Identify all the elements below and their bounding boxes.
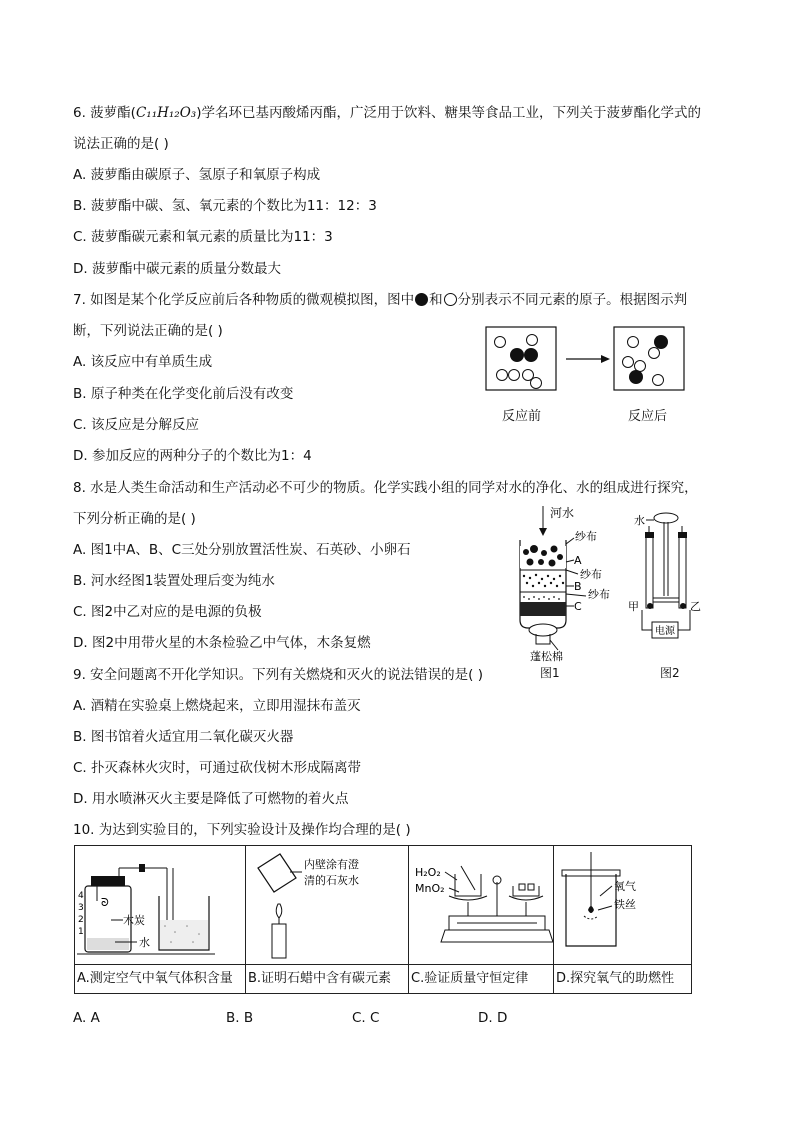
fig1-c-label: C bbox=[574, 600, 582, 613]
fig1-a-label: A bbox=[574, 554, 582, 567]
q9-option-d: D. 用水喷淋灭火主要是降低了可燃物的着火点 bbox=[73, 791, 349, 807]
q10-d-oxygen-label: 氧气 bbox=[614, 880, 636, 893]
q10-a-spoon-icon: ᘐ bbox=[101, 896, 109, 909]
q6-formula: C₁₁H₁₂O₃ bbox=[135, 105, 197, 121]
fig1-cotton-label: 蓬松棉 bbox=[530, 650, 563, 662]
q7-stem-line2: 断，下列说法正确的是( ) bbox=[73, 323, 223, 339]
q8-option-b: B. 河水经图1装置处理后变为纯水 bbox=[73, 573, 275, 589]
q10-answer-b: B. B bbox=[226, 1010, 254, 1026]
q10-c-figure bbox=[409, 846, 553, 964]
q9-stem: 9. 安全问题离不开化学知识。下列有关燃烧和灭火的说法错误的是( ) bbox=[73, 667, 483, 683]
q10-c-mno2-label: MnO₂ bbox=[415, 882, 445, 895]
q10-stem: 10. 为达到实验目的，下列实验设计及操作均合理的是( ) bbox=[73, 822, 411, 838]
q6-stem-a: 6. 菠萝酯( bbox=[73, 105, 136, 121]
q10-b-text2: 清的石灰水 bbox=[304, 874, 359, 887]
fig2-power-label: 电源 bbox=[655, 626, 675, 637]
q10-a-mark-3: 3 bbox=[78, 903, 84, 913]
q10-label-d: D.探究氧气的助燃性 bbox=[554, 964, 691, 993]
q7-stem-a: 7. 如图是某个化学反应前后各种物质的微观模拟图，图中 bbox=[73, 292, 415, 308]
q10-a-mark-2: 2 bbox=[78, 915, 84, 925]
q7-stem-c: 分别表示不同元素的原子。根据图示判 bbox=[457, 292, 688, 308]
q6-option-b: B. 菠萝酯中碳、氢、氧元素的个数比为11：12：3 bbox=[73, 198, 377, 214]
q10-label-a: A.测定空气中氧气体积含量 bbox=[75, 964, 245, 993]
q7-caption-before: 反应前 bbox=[502, 409, 542, 424]
q7-option-a: A. 该反应中有单质生成 bbox=[73, 354, 213, 370]
q6-option-d: D. 菠萝酯中碳元素的质量分数最大 bbox=[73, 261, 281, 277]
q10-answer-c: C. C bbox=[352, 1010, 380, 1026]
q8-option-c: C. 图2中乙对应的是电源的负极 bbox=[73, 604, 262, 620]
q10-a-mark-4: 4 bbox=[78, 891, 84, 901]
q9-option-c: C. 扑灭森林火灾时，可通过砍伐树木形成隔离带 bbox=[73, 760, 362, 776]
black-atom-icon bbox=[415, 293, 428, 306]
q6-option-c: C. 菠萝酯碳元素和氧元素的质量比为11：3 bbox=[73, 229, 333, 245]
q8-option-a: A. 图1中A、B、C三处分别放置活性炭、石英砂、小卵石 bbox=[73, 542, 411, 558]
fig1-gauze1-label: 纱布 bbox=[575, 530, 597, 543]
q7-option-b: B. 原子种类在化学变化前后没有改变 bbox=[73, 386, 294, 402]
q8-stem-line1: 8. 水是人类生命活动和生产活动必不可少的物质。化学实践小组的同学对水的净化、水的组成进行探究， bbox=[73, 480, 698, 496]
fig1-gauze3-label: 纱布 bbox=[588, 588, 610, 601]
q7-option-c: C. 该反应是分解反应 bbox=[73, 417, 200, 433]
q10-cell-d bbox=[554, 846, 692, 994]
q8-figure1-filter bbox=[508, 502, 628, 662]
q6-option-a: A. 菠萝酯由碳原子、氢原子和氧原子构成 bbox=[73, 167, 321, 183]
q10-a-figure bbox=[75, 846, 245, 964]
q10-a-water-label: 水 bbox=[139, 936, 150, 949]
q8-stem-line2: 下列分析正确的是( ) bbox=[73, 511, 196, 527]
q8-option-d: D. 图2中用带火星的木条检验乙中气体，木条复燃 bbox=[73, 635, 371, 651]
q8-figure2-electrolysis bbox=[628, 506, 708, 656]
q10-b-figure bbox=[246, 846, 408, 964]
fig1-gauze2-label: 纱布 bbox=[580, 568, 602, 581]
q7-option-d: D. 参加反应的两种分子的个数比为1：4 bbox=[73, 448, 312, 464]
q6-stem-line1 bbox=[73, 104, 701, 122]
q9-option-a: A. 酒精在实验桌上燃烧起来，立即用湿抹布盖灭 bbox=[73, 698, 361, 714]
q8-fig1-caption: 图1 bbox=[540, 666, 560, 680]
q10-b-text1: 内壁涂有澄 bbox=[304, 858, 359, 871]
q10-answer-a: A. A bbox=[73, 1010, 100, 1026]
q10-cell-c bbox=[409, 846, 554, 994]
white-atom-icon bbox=[444, 293, 457, 306]
q10-label-c: C.验证质量守恒定律 bbox=[409, 964, 553, 993]
q10-c-h2o2-label: H₂O₂ bbox=[415, 866, 441, 879]
q7-caption-after: 反应后 bbox=[628, 409, 668, 424]
q10-a-charcoal-label: 木炭 bbox=[123, 914, 145, 927]
fig1-river-label: 河水 bbox=[550, 506, 575, 520]
q10-answer-d: D. D bbox=[478, 1010, 508, 1026]
q7-stem-b: 和 bbox=[429, 292, 443, 308]
q10-d-figure bbox=[554, 846, 691, 964]
fig2-yi-label: 乙 bbox=[690, 600, 701, 613]
q10-experiment-table bbox=[74, 845, 692, 994]
q10-cell-b bbox=[246, 846, 409, 994]
q10-d-wire-label: 铁丝 bbox=[614, 898, 636, 911]
q10-a-mark-1: 1 bbox=[78, 927, 84, 937]
q7-stem-line1 bbox=[73, 291, 687, 309]
q10-cell-a bbox=[75, 846, 246, 994]
fig1-b-label: B bbox=[574, 580, 582, 593]
q6-stem-line2: 说法正确的是( ) bbox=[73, 136, 169, 152]
q8-fig2-caption: 图2 bbox=[660, 666, 680, 680]
fig2-jia-label: 甲 bbox=[628, 600, 639, 613]
q6-stem-b: )学名环已基丙酸烯丙酯，广泛用于饮料、糖果等食品工业，下列关于菠萝酯化学式的 bbox=[196, 105, 701, 121]
q10-label-b: B.证明石蜡中含有碳元素 bbox=[246, 964, 408, 993]
fig2-water-label: 水 bbox=[634, 514, 645, 527]
q9-option-b: B. 图书馆着火适宜用二氧化碳灭火器 bbox=[73, 729, 294, 745]
